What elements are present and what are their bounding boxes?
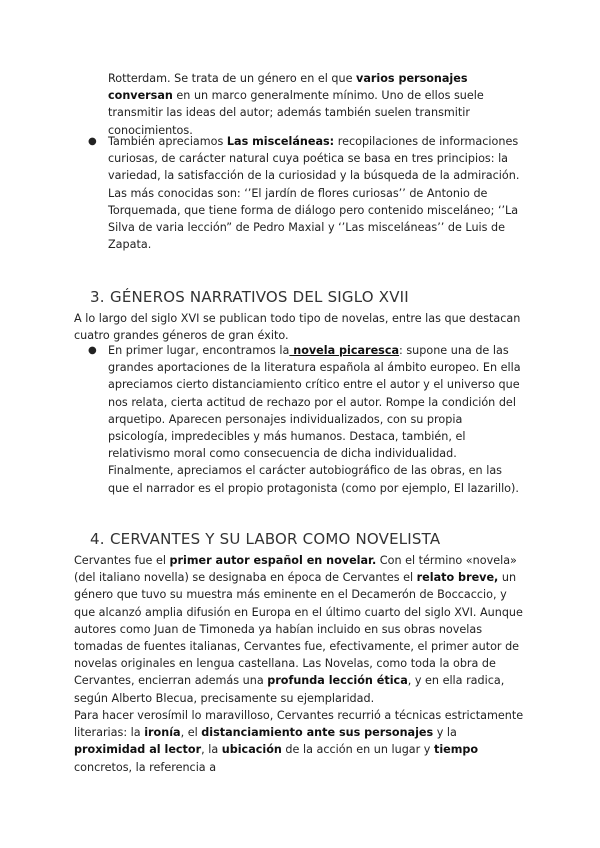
bold-text: tiempo <box>434 743 479 757</box>
bullet-list <box>74 133 524 253</box>
list-item <box>74 133 524 253</box>
bold-text: primer autor español en novelar. <box>169 554 377 567</box>
bullet-icon: ● <box>88 136 97 147</box>
list-item <box>74 342 524 497</box>
paragraph-text <box>74 552 524 707</box>
text-run: También apreciamos <box>108 135 227 148</box>
paragraph-text: A lo largo del siglo XVI se publican todo tipo de novelas, entre las que destacan cuatro grandes géneros de gran éxito. <box>74 312 521 343</box>
section-3-heading-block <box>74 287 534 307</box>
miscelaneas-list <box>74 133 524 253</box>
text-run: recopilaciones de informaciones curiosas, de carácter natural cuya poética se basa en tres principios: la variedad, la satisfacción de la curiosidad y la búsqueda de la admiración. Las más conocidas son: ‘’El jardín de flores curiosas’’ de Antonio de Torquemada, que tiene forma de diálogo pero contenido misceláneo; ‘’La Silva de varia lección” de Pedro Maxial y ‘’Las misceláneas’’ de Luis de Zapata. <box>108 135 520 252</box>
bullet-icon: ● <box>88 345 97 356</box>
section-heading <box>74 287 534 307</box>
section-4-paragraph-1 <box>74 552 524 707</box>
text-run: en un marco generalmente mínimo. Uno de ellos suele transmitir las ideas del autor; además también suelen transmitir conocimientos. <box>108 89 484 137</box>
text-run: un género que tuvo su muestra más eminente en el Decamerón de Boccaccio, y que alcanzó amplia difusión en Europa en el último cuarto del siglo XVI. Aunque autores como Juan de Timoneda ya habían incluido en sus obras novelas tomadas de fuentes italianas, Cervantes fue, efectivamente, el primer autor de novelas originales en lengua castellana. Las Novelas, como toda la obra de Cervantes, encierran además una <box>74 571 523 688</box>
text-run: Cervantes fue el <box>74 554 170 567</box>
section-3-intro <box>74 310 524 344</box>
bold-text: ubicación <box>221 743 282 757</box>
picaresca-list <box>74 342 524 497</box>
text-run: : supone una de las grandes aportaciones de la literatura española al ámbito europeo. En ella apreciamos cierto distanciamiento crítico entre el autor y el universo que nos relata, cierta actitud de rechazo por el autor. Rompe la condición del arquetipo. Aparecen personajes individualizados, con su propia psicología, impredecibles y más humanos. Destaca, también, el relativismo moral como consecuencia de dicha individualidad. Finalmente, apreciamos el carácter autobiográfico de las obras, en las que el narrador es el propio protagonista (como por ejemplo, El lazarillo). <box>108 344 521 495</box>
paragraph-text <box>74 70 524 139</box>
section-title: GÉNEROS NARRATIVOS DEL SIGLO XVII <box>110 288 409 306</box>
text-run: , y en ella radica, según Alberto Blecua, precisamente su ejemplaridad. <box>74 674 505 705</box>
section-number: 3. <box>90 288 105 306</box>
text-run: Rotterdam. Se trata de un género en el que <box>108 72 357 85</box>
section-number: 4. <box>90 530 105 548</box>
text-run: En primer lugar, encontramos la <box>108 344 290 357</box>
bold-text: varios personajes conversan <box>108 72 468 103</box>
text-run: concretos, la referencia a <box>74 760 217 774</box>
paragraph-text <box>74 707 524 776</box>
bold-text: ironía <box>144 726 181 740</box>
text-run: Para hacer verosímil lo maravilloso, Cervantes recurrió a técnicas estrictamente literarias: la <box>74 709 524 740</box>
bold-text: proximidad al lector <box>74 743 202 757</box>
bold-underlined-text: novela picaresca <box>289 344 400 357</box>
section-title: CERVANTES Y SU LABOR COMO NOVELISTA <box>110 530 441 548</box>
bold-text: Las misceláneas: <box>226 135 335 148</box>
bold-text: relato breve, <box>416 571 499 585</box>
coloquios-paragraph <box>74 70 524 139</box>
bold-text: distanciamiento ante sus personajes <box>201 726 434 740</box>
text-run: y la <box>433 726 457 740</box>
section-heading <box>74 529 534 549</box>
bold-text: profunda lección ética <box>267 674 408 688</box>
section-4-paragraph-2 <box>74 707 524 776</box>
text-run: de la acción en un lugar y <box>281 743 434 757</box>
text-run: Con el término «novela» (del italiano novella) se designaba en época de Cervantes el <box>74 554 517 585</box>
text-run: , el <box>180 726 202 740</box>
bullet-list <box>74 342 524 497</box>
section-4-heading-block <box>74 529 534 549</box>
text-run: , la <box>201 743 222 757</box>
